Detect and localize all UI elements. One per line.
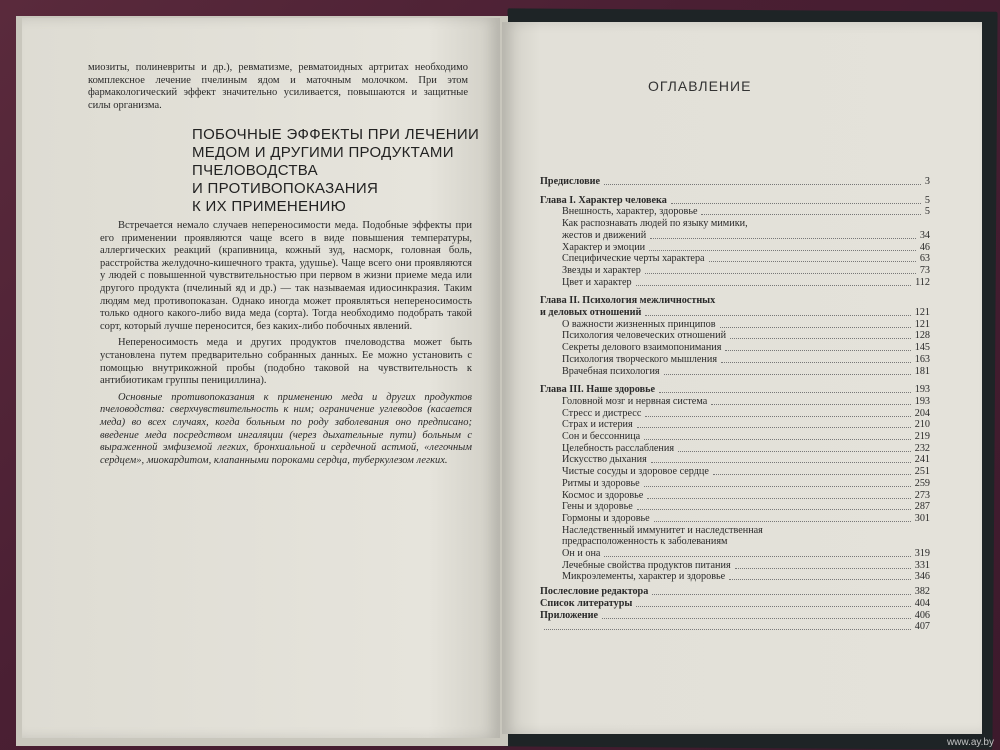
toc-entry-page: 5 <box>924 206 930 218</box>
toc-entry-page: 287 <box>914 501 930 513</box>
toc-leader-dots <box>636 277 911 286</box>
toc-entry-label: Искусство дыхания <box>562 454 647 466</box>
heading-line: К ИХ ПРИМЕНЕНИЮ <box>192 198 347 215</box>
toc-entry-label: Характер и эмоции <box>562 241 646 253</box>
toc-entry <box>540 408 930 420</box>
toc-entry-label: Сон и бессонница <box>562 431 641 442</box>
toc-entry-page: 404 <box>914 597 930 609</box>
toc-entry <box>540 253 930 265</box>
toc-leader-dots <box>649 242 916 251</box>
toc-entry <box>540 536 930 548</box>
toc-entry-label: Послесловие редактора <box>540 586 649 598</box>
toc-entry-label: Глава III. Наше здоровье <box>540 384 656 396</box>
toc-entry-label: Гормоны и здоровье <box>562 512 650 524</box>
toc-leader-dots <box>604 176 921 185</box>
toc-entry-page: 145 <box>914 342 930 354</box>
toc-entry-page: 382 <box>914 586 930 598</box>
toc-leader-dots <box>735 560 911 569</box>
toc-entry <box>540 242 930 254</box>
toc-entry <box>540 354 930 366</box>
toc-leader-dots <box>644 478 911 487</box>
toc-entry <box>540 443 930 455</box>
toc-leader-dots <box>720 319 911 328</box>
toc-entry-label: Глава I. Характер человека <box>540 194 667 206</box>
toc-leader-dots <box>645 408 911 417</box>
toc-entry <box>540 230 930 242</box>
toc-entry-page: 346 <box>914 571 930 583</box>
table-of-contents <box>540 0 930 750</box>
toc-leader-dots <box>652 586 911 595</box>
toc-entry-label: Как распознавать людей по языку мимики, <box>562 218 748 230</box>
left-top-paragraph: миозиты, полиневриты и др.), ревматизме, ревматоидных артритах необходимо комплексное лечение пчелиным ядом и маточным молочком. При этом фармакологический эффект значительно усиливается, повышаются и защитные силы организма. <box>88 62 468 111</box>
heading-line: ПОБОЧНЫЕ ЭФФЕКТЫ ПРИ ЛЕЧЕНИИ <box>192 126 480 143</box>
toc-entry-label: Он и она <box>562 548 601 559</box>
toc-entry <box>540 396 930 408</box>
toc-entry-page: 273 <box>914 489 930 501</box>
toc-entry-page: 251 <box>914 466 930 478</box>
toc-entry-label: Глава II. Психология межличностных <box>540 295 716 307</box>
toc-entry-label: и деловых отношений <box>540 307 642 318</box>
toc-entry-page: 319 <box>914 548 930 559</box>
toc-entry-page: 3 <box>924 176 930 187</box>
toc-entry-page: 5 <box>924 194 930 206</box>
toc-entry-page: 112 <box>915 276 930 288</box>
toc-entry <box>540 342 930 354</box>
toc-entry <box>540 419 930 431</box>
heading-line: МЕДОМ И ДРУГИМИ ПРОДУКТАМИ <box>192 144 454 161</box>
toc-entry <box>540 490 930 502</box>
toc-entry-page: 121 <box>914 307 930 318</box>
toc-leader-dots <box>671 195 921 204</box>
toc-entry-page: 406 <box>914 609 930 621</box>
toc-entry-page: 46 <box>919 241 930 253</box>
toc-entry <box>540 466 930 478</box>
toc-entry-label: Приложение <box>540 609 599 621</box>
toc-leader-dots <box>647 490 911 499</box>
toc-entry-label: Целебность расслабления <box>562 442 675 454</box>
toc-entry-page: 259 <box>914 477 930 489</box>
toc-entry-page: 63 <box>919 253 930 265</box>
toc-entry-page: 181 <box>914 365 930 377</box>
toc-entry-page: 128 <box>914 330 930 342</box>
toc-entry <box>540 307 930 319</box>
toc-entry <box>540 277 930 289</box>
toc-entry-label: Список литературы <box>540 597 633 609</box>
toc-entry <box>540 218 930 230</box>
toc-leader-dots <box>602 610 911 619</box>
toc-entry-label: Врачебная психология <box>562 365 660 377</box>
toc-entry-page: 204 <box>914 407 930 419</box>
toc-entry-label: Психология человеческих отношений <box>562 330 727 342</box>
toc-entry <box>540 571 930 583</box>
body-paragraph: Встречается немало случаев непереносимости меда. Подобные эффекты при его применении проявляются чаще всего в виде повышения температуры, аллергических реакций (крапивница, кожный зуд, насморк, головная боль, расстройства желудочно-кишечного тракта, удушье). Чаще всего они проявляются у людей с повышенной чувствительностью при первом в жизни приеме меда или другого продукта (пчелиный яд и др.) — так называемая идиосинкразия. Таким людям мед противопоказан. Однако иногда может проявляться непереносимость только одного какого-либо вида меда (сорта). Тогда необходимо подобрать такой сорт, который лучше переносится, без каких-либо побочных явлений. <box>100 220 472 332</box>
toc-leader-dots <box>645 307 911 316</box>
toc-entry <box>540 548 930 560</box>
toc-entry-label: Цвет и характер <box>562 276 632 288</box>
toc-entry-label: Специфические черты характера <box>562 253 705 265</box>
toc-entry-page: 331 <box>914 559 930 571</box>
toc-entry <box>540 501 930 513</box>
body-paragraph: Непереносимость меда и других продуктов пчеловодства может быть установлена путем предварительно собранных данных. Ее можно установить с помощью внутрикожной пробы (подобно таковой на чувствительность к антибиотикам группы пенициллина). <box>100 337 472 387</box>
toc-entry-page: 407 <box>914 621 930 633</box>
toc-entry <box>540 176 930 188</box>
toc-leader-dots <box>544 621 911 630</box>
toc-leader-dots <box>730 330 911 339</box>
toc-entry-label: О важности жизненных принципов <box>562 318 716 330</box>
toc-entry-page: 193 <box>914 395 930 407</box>
toc-leader-dots <box>664 366 911 375</box>
toc-entry <box>540 610 930 622</box>
toc-entry-page: 121 <box>914 318 930 330</box>
watermark: www.ay.by <box>946 737 994 748</box>
toc-leader-dots <box>644 431 911 440</box>
section-heading <box>192 126 492 216</box>
heading-line: И ПРОТИВОПОКАЗАНИЯ <box>192 180 379 197</box>
toc-entry-page: 73 <box>919 264 930 276</box>
toc-entry-label: Стресс и дистресс <box>562 407 642 419</box>
toc-entry-label: Головной мозг и нервная система <box>562 395 708 407</box>
left-body <box>100 220 472 471</box>
toc-leader-dots <box>721 354 911 363</box>
toc-entry <box>540 586 930 598</box>
toc-entry-page: 163 <box>914 353 930 365</box>
toc-entry <box>540 431 930 443</box>
toc-entry-label: Секреты делового взаимопонимания <box>562 342 722 354</box>
toc-entry <box>540 478 930 490</box>
toc-leader-dots <box>654 513 911 522</box>
toc-leader-dots <box>650 230 916 239</box>
toc-entry-label: жестов и движений <box>562 229 647 241</box>
toc-leader-dots <box>713 466 911 475</box>
toc-entry-page: 193 <box>914 384 930 396</box>
toc-entry-label: Гены и здоровье <box>562 501 633 513</box>
toc-leader-dots <box>659 384 911 393</box>
toc-entry-label: Внешность, характер, здоровье <box>562 206 698 218</box>
toc-entry <box>540 621 930 633</box>
toc-entry-page: 219 <box>914 431 930 442</box>
toc-entry-label: Психология творческого мышления <box>562 353 718 365</box>
toc-leader-dots <box>651 454 911 463</box>
body-paragraph: Основные противопоказания к применению меда и других продуктов пчеловодства: сверхчувствительность к ним; ограничение углеводов (касается меда) во всех случаях, когда больным по роду заболевания оно предписано; введение меда посредством ингаляции (через дыхательные пути) больным с выраженной эмфиземой легких, бронхиальной и сердечной астмой, «легочным сердцем», миокардитом, клапанными пороками сердца, туберкулезом легких. <box>100 391 472 466</box>
toc-entry-page: 210 <box>914 419 930 431</box>
toc-entry-page: 241 <box>914 454 930 466</box>
toc-leader-dots <box>711 396 911 405</box>
toc-entry-label: Космос и здоровье <box>562 489 644 501</box>
toc-leader-dots <box>637 501 911 510</box>
toc-entry <box>540 366 930 378</box>
toc-entry <box>540 454 930 466</box>
toc-leader-dots <box>637 419 911 428</box>
toc-leader-dots <box>645 265 916 274</box>
toc-entry-label: Наследственный иммунитет и наследственная <box>562 524 763 536</box>
toc-entry <box>540 295 930 307</box>
toc-leader-dots <box>701 206 921 215</box>
toc-entry <box>540 560 930 572</box>
toc-entry <box>540 525 930 537</box>
toc-entry-label: предрасположенность к заболеваниям <box>562 536 728 548</box>
toc-entry-page: 301 <box>914 512 930 524</box>
toc-entry <box>540 513 930 525</box>
toc-title: ОГЛАВЛЕНИЕ <box>648 78 752 94</box>
toc-entry-label: Лечебные свойства продуктов питания <box>562 559 731 571</box>
toc-entry-label: Страх и истерия <box>562 419 633 431</box>
toc-leader-dots <box>678 443 911 452</box>
toc-entry <box>540 384 930 396</box>
toc-entry-page: 232 <box>914 442 930 454</box>
toc-entry-label: Звезды и характер <box>562 264 641 276</box>
toc-leader-dots <box>636 598 911 607</box>
toc-entry-page: 34 <box>919 229 930 241</box>
toc-leader-dots <box>604 548 911 557</box>
toc-entry <box>540 330 930 342</box>
toc-entry <box>540 319 930 331</box>
toc-entry <box>540 195 930 207</box>
toc-entry-label: Ритмы и здоровье <box>562 477 640 489</box>
toc-entry <box>540 206 930 218</box>
toc-entry-label: Микроэлементы, характер и здоровье <box>562 571 726 583</box>
toc-leader-dots <box>709 253 916 262</box>
toc-entry <box>540 265 930 277</box>
toc-entry-label: Предисловие <box>540 176 600 187</box>
toc-entry <box>540 598 930 610</box>
toc-entry-label: Чистые сосуды и здоровое сердце <box>562 466 709 478</box>
heading-line: ПЧЕЛОВОДСТВА <box>192 162 318 179</box>
toc-leader-dots <box>729 571 911 580</box>
toc-leader-dots <box>725 342 911 351</box>
